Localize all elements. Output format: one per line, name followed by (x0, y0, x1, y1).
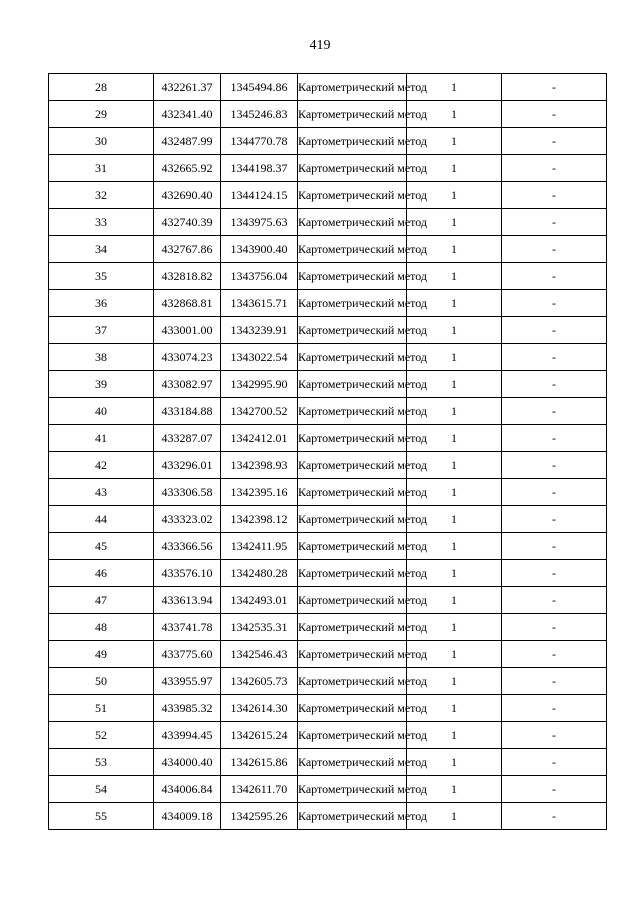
method-cell (298, 533, 428, 560)
method-cell (298, 587, 428, 614)
method-text: Картометрический метод (298, 781, 428, 796)
table-row (49, 668, 607, 695)
y-coordinate-cell: 1342614.30 (221, 695, 298, 722)
method-cell (298, 74, 428, 101)
x-coordinate-cell: 432868.81 (154, 290, 221, 317)
point-number-cell: 53 (49, 749, 154, 776)
table-row (49, 155, 607, 182)
method-text: Картометрический метод (298, 457, 428, 472)
x-coordinate-cell: 433287.07 (154, 425, 221, 452)
point-number-cell: 52 (49, 722, 154, 749)
note-cell: - (502, 614, 607, 641)
accuracy-cell: 1 (407, 101, 502, 128)
x-coordinate-cell: 433074.23 (154, 344, 221, 371)
accuracy-cell: 1 (407, 641, 502, 668)
y-coordinate-cell: 1342535.31 (221, 614, 298, 641)
accuracy-cell: 1 (407, 155, 502, 182)
y-coordinate-cell: 1342546.43 (221, 641, 298, 668)
method-cell (298, 263, 428, 290)
method-cell (298, 425, 428, 452)
x-coordinate-cell: 432487.99 (154, 128, 221, 155)
accuracy-cell: 1 (407, 722, 502, 749)
method-text: Картометрический метод (298, 673, 428, 688)
note-cell: - (502, 209, 607, 236)
method-cell (298, 776, 428, 803)
x-coordinate-cell: 433366.56 (154, 533, 221, 560)
x-coordinate-cell: 432690.40 (154, 182, 221, 209)
x-coordinate-cell: 434000.40 (154, 749, 221, 776)
table-row (49, 803, 607, 830)
x-coordinate-cell: 432341.40 (154, 101, 221, 128)
y-coordinate-cell: 1342411.95 (221, 533, 298, 560)
method-text: Картометрический метод (298, 403, 428, 418)
coordinates-table (48, 73, 607, 830)
point-number-cell: 45 (49, 533, 154, 560)
method-cell (298, 128, 428, 155)
method-cell (298, 290, 428, 317)
table-row (49, 101, 607, 128)
point-number-cell: 41 (49, 425, 154, 452)
y-coordinate-cell: 1343900.40 (221, 236, 298, 263)
x-coordinate-cell: 433184.88 (154, 398, 221, 425)
table-row (49, 614, 607, 641)
table-row (49, 371, 607, 398)
method-cell (298, 182, 428, 209)
y-coordinate-cell: 1344770.78 (221, 128, 298, 155)
x-coordinate-cell: 433001.00 (154, 317, 221, 344)
page-number: 419 (309, 38, 331, 53)
x-coordinate-cell: 432261.37 (154, 74, 221, 101)
coordinates-table-body (49, 74, 607, 830)
y-coordinate-cell: 1343615.71 (221, 290, 298, 317)
point-number-cell: 42 (49, 452, 154, 479)
note-cell: - (502, 101, 607, 128)
y-coordinate-cell: 1342398.12 (221, 506, 298, 533)
table-row (49, 506, 607, 533)
note-cell: - (502, 749, 607, 776)
x-coordinate-cell: 433741.78 (154, 614, 221, 641)
x-coordinate-cell: 433576.10 (154, 560, 221, 587)
point-number-cell: 40 (49, 398, 154, 425)
note-cell: - (502, 128, 607, 155)
method-text: Картометрический метод (298, 106, 428, 121)
method-cell (298, 452, 428, 479)
y-coordinate-cell: 1345246.83 (221, 101, 298, 128)
point-number-cell: 29 (49, 101, 154, 128)
note-cell: - (502, 74, 607, 101)
x-coordinate-cell: 433296.01 (154, 452, 221, 479)
method-text: Картометрический метод (298, 565, 428, 580)
x-coordinate-cell: 433613.94 (154, 587, 221, 614)
y-coordinate-cell: 1344124.15 (221, 182, 298, 209)
accuracy-cell: 1 (407, 506, 502, 533)
y-coordinate-cell: 1342615.86 (221, 749, 298, 776)
x-coordinate-cell: 432740.39 (154, 209, 221, 236)
table-row (49, 344, 607, 371)
x-coordinate-cell: 432767.86 (154, 236, 221, 263)
table-row (49, 317, 607, 344)
method-text: Картометрический метод (298, 484, 428, 499)
method-cell (298, 614, 428, 641)
method-text: Картометрический метод (298, 538, 428, 553)
note-cell: - (502, 263, 607, 290)
note-cell: - (502, 344, 607, 371)
y-coordinate-cell: 1342480.28 (221, 560, 298, 587)
table-row (49, 290, 607, 317)
table-row (49, 425, 607, 452)
note-cell: - (502, 155, 607, 182)
y-coordinate-cell: 1342395.16 (221, 479, 298, 506)
method-cell (298, 560, 428, 587)
point-number-cell: 44 (49, 506, 154, 533)
note-cell: - (502, 506, 607, 533)
point-number-cell: 48 (49, 614, 154, 641)
table-row (49, 722, 607, 749)
method-text: Картометрический метод (298, 619, 428, 634)
point-number-cell: 54 (49, 776, 154, 803)
table-row (49, 560, 607, 587)
note-cell: - (502, 290, 607, 317)
note-cell: - (502, 452, 607, 479)
y-coordinate-cell: 1342995.90 (221, 371, 298, 398)
method-cell (298, 236, 428, 263)
accuracy-cell: 1 (407, 182, 502, 209)
x-coordinate-cell: 433323.02 (154, 506, 221, 533)
table-row (49, 533, 607, 560)
note-cell: - (502, 695, 607, 722)
table-row (49, 479, 607, 506)
method-text: Картометрический метод (298, 808, 428, 823)
accuracy-cell: 1 (407, 74, 502, 101)
accuracy-cell: 1 (407, 452, 502, 479)
x-coordinate-cell: 434009.18 (154, 803, 221, 830)
x-coordinate-cell: 434006.84 (154, 776, 221, 803)
note-cell: - (502, 479, 607, 506)
method-cell (298, 668, 428, 695)
point-number-cell: 37 (49, 317, 154, 344)
y-coordinate-cell: 1345494.86 (221, 74, 298, 101)
y-coordinate-cell: 1342595.26 (221, 803, 298, 830)
y-coordinate-cell: 1342398.93 (221, 452, 298, 479)
table-row (49, 236, 607, 263)
y-coordinate-cell: 1342493.01 (221, 587, 298, 614)
x-coordinate-cell: 432665.92 (154, 155, 221, 182)
x-coordinate-cell: 433985.32 (154, 695, 221, 722)
x-coordinate-cell: 433955.97 (154, 668, 221, 695)
y-coordinate-cell: 1343239.91 (221, 317, 298, 344)
point-number-cell: 46 (49, 560, 154, 587)
accuracy-cell: 1 (407, 614, 502, 641)
method-cell (298, 641, 428, 668)
table-row (49, 209, 607, 236)
note-cell: - (502, 371, 607, 398)
x-coordinate-cell: 433775.60 (154, 641, 221, 668)
y-coordinate-cell: 1342412.01 (221, 425, 298, 452)
table-row (49, 587, 607, 614)
method-cell (298, 101, 428, 128)
table-row (49, 749, 607, 776)
point-number-cell: 28 (49, 74, 154, 101)
method-cell (298, 155, 428, 182)
method-text: Картометрический метод (298, 430, 428, 445)
method-text: Картометрический метод (298, 700, 428, 715)
method-cell (298, 398, 428, 425)
note-cell: - (502, 641, 607, 668)
method-text: Картометрический метод (298, 754, 428, 769)
note-cell: - (502, 776, 607, 803)
note-cell: - (502, 236, 607, 263)
accuracy-cell: 1 (407, 398, 502, 425)
method-cell (298, 209, 428, 236)
method-text: Картометрический метод (298, 511, 428, 526)
note-cell: - (502, 533, 607, 560)
method-text: Картометрический метод (298, 349, 428, 364)
method-cell (298, 344, 428, 371)
point-number-cell: 35 (49, 263, 154, 290)
x-coordinate-cell: 432818.82 (154, 263, 221, 290)
method-text: Картометрический метод (298, 727, 428, 742)
accuracy-cell: 1 (407, 668, 502, 695)
method-text: Картометрический метод (298, 322, 428, 337)
method-text: Картометрический метод (298, 187, 428, 202)
x-coordinate-cell: 433082.97 (154, 371, 221, 398)
method-cell (298, 479, 428, 506)
point-number-cell: 51 (49, 695, 154, 722)
point-number-cell: 55 (49, 803, 154, 830)
method-text: Картометрический метод (298, 214, 428, 229)
table-row (49, 182, 607, 209)
note-cell: - (502, 587, 607, 614)
point-number-cell: 38 (49, 344, 154, 371)
x-coordinate-cell: 433306.58 (154, 479, 221, 506)
method-text: Картометрический метод (298, 133, 428, 148)
y-coordinate-cell: 1343756.04 (221, 263, 298, 290)
method-text: Картометрический метод (298, 376, 428, 391)
point-number-cell: 47 (49, 587, 154, 614)
method-cell (298, 317, 428, 344)
note-cell: - (502, 668, 607, 695)
point-number-cell: 50 (49, 668, 154, 695)
table-row (49, 641, 607, 668)
note-cell: - (502, 398, 607, 425)
accuracy-cell: 1 (407, 479, 502, 506)
table-row (49, 128, 607, 155)
accuracy-cell: 1 (407, 209, 502, 236)
y-coordinate-cell: 1342615.24 (221, 722, 298, 749)
point-number-cell: 49 (49, 641, 154, 668)
note-cell: - (502, 182, 607, 209)
y-coordinate-cell: 1342605.73 (221, 668, 298, 695)
method-text: Картометрический метод (298, 241, 428, 256)
method-cell (298, 722, 428, 749)
accuracy-cell: 1 (407, 128, 502, 155)
method-cell (298, 695, 428, 722)
method-text: Картометрический метод (298, 160, 428, 175)
accuracy-cell: 1 (407, 587, 502, 614)
point-number-cell: 30 (49, 128, 154, 155)
y-coordinate-cell: 1343022.54 (221, 344, 298, 371)
accuracy-cell: 1 (407, 803, 502, 830)
note-cell: - (502, 425, 607, 452)
note-cell: - (502, 560, 607, 587)
table-row (49, 695, 607, 722)
note-cell: - (502, 803, 607, 830)
y-coordinate-cell: 1342700.52 (221, 398, 298, 425)
accuracy-cell: 1 (407, 749, 502, 776)
table-row (49, 776, 607, 803)
table-row (49, 398, 607, 425)
accuracy-cell: 1 (407, 560, 502, 587)
point-number-cell: 43 (49, 479, 154, 506)
point-number-cell: 34 (49, 236, 154, 263)
y-coordinate-cell: 1344198.37 (221, 155, 298, 182)
point-number-cell: 36 (49, 290, 154, 317)
method-cell (298, 371, 428, 398)
point-number-cell: 33 (49, 209, 154, 236)
x-coordinate-cell: 433994.45 (154, 722, 221, 749)
accuracy-cell: 1 (407, 290, 502, 317)
note-cell: - (502, 722, 607, 749)
point-number-cell: 32 (49, 182, 154, 209)
accuracy-cell: 1 (407, 371, 502, 398)
accuracy-cell: 1 (407, 776, 502, 803)
y-coordinate-cell: 1343975.63 (221, 209, 298, 236)
accuracy-cell: 1 (407, 533, 502, 560)
method-cell (298, 803, 428, 830)
method-text: Картометрический метод (298, 646, 428, 661)
note-cell: - (502, 317, 607, 344)
accuracy-cell: 1 (407, 695, 502, 722)
method-text: Картометрический метод (298, 268, 428, 283)
table-row (49, 452, 607, 479)
accuracy-cell: 1 (407, 344, 502, 371)
method-text: Картометрический метод (298, 592, 428, 607)
method-cell (298, 506, 428, 533)
point-number-cell: 39 (49, 371, 154, 398)
table-row (49, 263, 607, 290)
accuracy-cell: 1 (407, 263, 502, 290)
method-text: Картометрический метод (298, 295, 428, 310)
method-cell (298, 749, 428, 776)
accuracy-cell: 1 (407, 317, 502, 344)
accuracy-cell: 1 (407, 425, 502, 452)
table-row (49, 74, 607, 101)
method-text: Картометрический метод (298, 79, 428, 94)
point-number-cell: 31 (49, 155, 154, 182)
y-coordinate-cell: 1342611.70 (221, 776, 298, 803)
accuracy-cell: 1 (407, 236, 502, 263)
